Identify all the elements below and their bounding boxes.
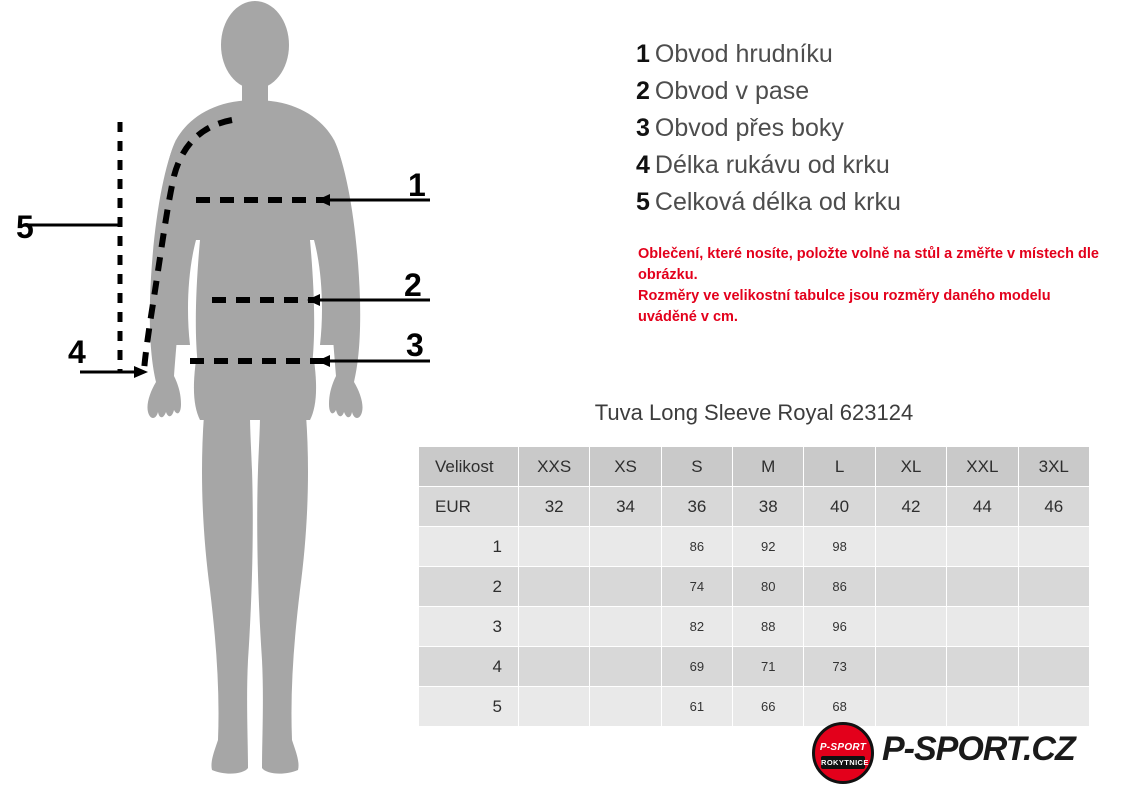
table-row — [419, 687, 1090, 727]
logo-badge-line2: ROKYTNICE — [821, 758, 869, 767]
cell — [947, 567, 1018, 607]
legend-item-1 — [636, 36, 1096, 73]
cell — [1018, 647, 1089, 687]
eur-xs: 34 — [590, 487, 661, 527]
legend-number: 1 — [636, 40, 650, 68]
table-header-row — [419, 447, 1090, 487]
eur-xxs: 32 — [518, 487, 589, 527]
cell: 98 — [804, 527, 875, 567]
legend-item-5 — [636, 184, 1096, 221]
header-cell-l: L — [804, 447, 875, 487]
cell — [590, 527, 661, 567]
cell: 74 — [661, 567, 732, 607]
measurement-instructions — [638, 244, 1108, 328]
cell — [518, 567, 589, 607]
row-label: 2 — [419, 567, 519, 607]
legend-label: Obvod v pase — [654, 77, 810, 105]
table-row — [419, 607, 1090, 647]
eur-m: 38 — [733, 487, 804, 527]
cell: 82 — [661, 607, 732, 647]
cell — [590, 687, 661, 727]
instruction-line-2: Rozměry ve velikostní tabulce jsou rozměry daného modelu uváděné v cm. — [638, 288, 1051, 325]
logo-badge-line1: P-SPORT — [819, 742, 867, 753]
cell — [875, 527, 946, 567]
figure-illustration — [0, 0, 460, 794]
cell: 86 — [804, 567, 875, 607]
eur-label: EUR — [419, 487, 519, 527]
cell — [518, 647, 589, 687]
cell: 86 — [661, 527, 732, 567]
cell — [1018, 527, 1089, 567]
cell: 80 — [733, 567, 804, 607]
cell — [1018, 687, 1089, 727]
eur-3xl: 46 — [1018, 487, 1089, 527]
eur-s: 36 — [661, 487, 732, 527]
legend-number: 4 — [636, 151, 650, 179]
header-cell-xl: XL — [875, 447, 946, 487]
row-label: 3 — [419, 607, 519, 647]
cell: 68 — [804, 687, 875, 727]
cell: 88 — [733, 607, 804, 647]
cell — [875, 647, 946, 687]
legend-label: Obvod přes boky — [654, 114, 844, 142]
logo-wordmark: P-SPORT.CZ — [882, 730, 1075, 768]
legend-list — [636, 36, 1096, 221]
legend-item-4 — [636, 147, 1096, 184]
cell — [590, 647, 661, 687]
table-eur-row — [419, 487, 1090, 527]
cell: 73 — [804, 647, 875, 687]
row-label: 5 — [419, 687, 519, 727]
cell: 61 — [661, 687, 732, 727]
marker-5: 5 — [16, 209, 34, 245]
legend-number: 2 — [636, 77, 650, 105]
row-label: 4 — [419, 647, 519, 687]
marker-2: 2 — [404, 267, 422, 303]
header-cell-velikost: Velikost — [419, 447, 519, 487]
cell — [947, 527, 1018, 567]
cell — [590, 567, 661, 607]
cell — [518, 687, 589, 727]
row-label: 1 — [419, 527, 519, 567]
instruction-line-1: Oblečení, které nosíte, položte volně na stůl a změřte v místech dle obrázku. — [638, 246, 1099, 283]
header-cell-xs: XS — [590, 447, 661, 487]
cell — [947, 607, 1018, 647]
cell — [875, 607, 946, 647]
body-silhouette-icon — [147, 1, 362, 774]
legend-item-2 — [636, 73, 1096, 110]
table-row — [419, 567, 1090, 607]
eur-xxl: 44 — [947, 487, 1018, 527]
cell — [875, 687, 946, 727]
cell: 66 — [733, 687, 804, 727]
cell: 69 — [661, 647, 732, 687]
logo-badge-icon — [812, 722, 874, 784]
legend-label: Obvod hrudníku — [654, 40, 833, 68]
legend-item-3 — [636, 110, 1096, 147]
cell — [1018, 607, 1089, 647]
cell: 96 — [804, 607, 875, 647]
eur-l: 40 — [804, 487, 875, 527]
header-cell-m: M — [733, 447, 804, 487]
marker-4: 4 — [68, 334, 86, 370]
header-cell-xxl: XXL — [947, 447, 1018, 487]
size-table — [418, 446, 1090, 727]
cell: 71 — [733, 647, 804, 687]
table-row — [419, 527, 1090, 567]
body-measurement-diagram — [0, 0, 460, 794]
marker-1: 1 — [408, 167, 426, 203]
cell — [590, 607, 661, 647]
header-cell-s: S — [661, 447, 732, 487]
cell: 92 — [733, 527, 804, 567]
header-cell-3xl: 3XL — [1018, 447, 1089, 487]
product-title: Tuva Long Sleeve Royal 623124 — [594, 400, 914, 425]
legend-number: 3 — [636, 114, 650, 142]
legend-number: 5 — [636, 188, 650, 216]
cell — [947, 687, 1018, 727]
header-cell-xxs: XXS — [518, 447, 589, 487]
cell — [518, 607, 589, 647]
cell — [947, 647, 1018, 687]
legend-label: Celková délka od krku — [654, 188, 901, 216]
brand-logo — [812, 722, 1102, 784]
marker-3: 3 — [406, 327, 424, 363]
legend-label: Délka rukávu od krku — [654, 151, 890, 179]
cell — [875, 567, 946, 607]
table-row — [419, 647, 1090, 687]
eur-xl: 42 — [875, 487, 946, 527]
cell — [518, 527, 589, 567]
cell — [1018, 567, 1089, 607]
